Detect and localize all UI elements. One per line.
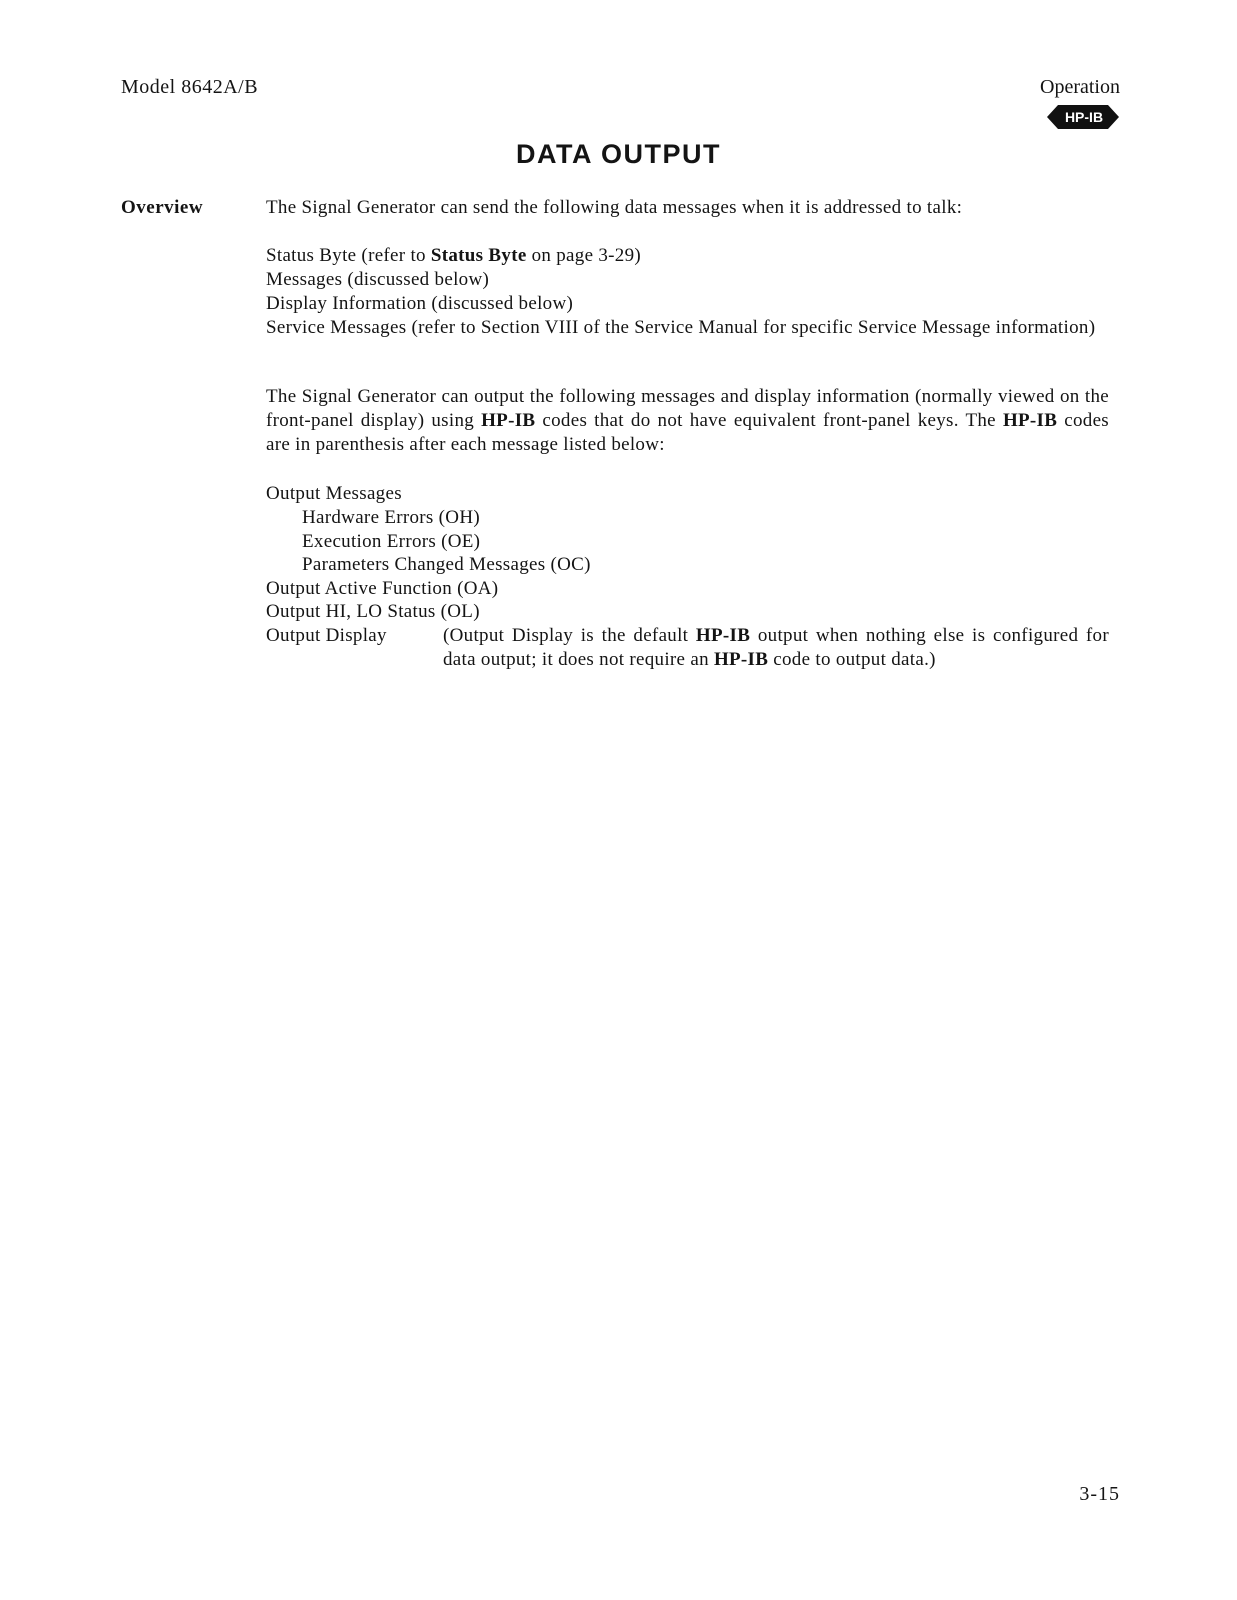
status-byte-post: on page 3-29): [526, 245, 642, 266]
list-item-output-messages: Output Messages: [266, 483, 402, 504]
hp-ib-badge-icon: [1047, 104, 1119, 130]
para2-bold-1: HP-IB: [481, 409, 536, 431]
section-name: Operation: [1040, 76, 1120, 98]
list-item-execution-errors: Execution Errors (OE): [302, 531, 481, 552]
output-display-note: [443, 624, 1109, 672]
od-bold-1: HP-IB: [695, 625, 751, 646]
list-item-hi-lo-status: Output HI, LO Status (OL): [266, 601, 480, 622]
od-bold-2: HP-IB: [713, 648, 769, 670]
para2-text-2: codes that do not have equivalent front-panel keys. The: [535, 409, 1003, 431]
intro-text: The Signal Generator can send the following data messages when it is addressed to talk:: [266, 197, 963, 218]
messages-item: Messages (discussed below): [266, 269, 490, 290]
model-number: Model 8642A/B: [121, 76, 259, 98]
overview-heading: Overview: [121, 197, 204, 218]
od-text-1: (Output Display is the default: [443, 625, 696, 646]
list-item-hardware-errors: Hardware Errors (OH): [302, 507, 480, 528]
page-title: DATA OUTPUT: [516, 139, 721, 169]
status-byte-item: [266, 244, 641, 268]
od-text-2: output when nothing else is configured for data output; it does not require an: [443, 625, 1109, 670]
list-item-parameters-changed: Parameters Changed Messages (OC): [302, 554, 591, 575]
list-item-active-function: Output Active Function (OA): [266, 578, 499, 599]
od-text-3: code to output data.): [768, 648, 936, 670]
para2-bold-2: HP-IB: [1002, 409, 1058, 431]
para2-text-3: codes are in parenthesis after each message listed below:: [266, 409, 1110, 455]
status-byte-pre: Status Byte (refer to: [266, 245, 431, 266]
para2-text-1: The Signal Generator can output the following messages and display information (normally viewed on the front-panel display) using: [266, 386, 1109, 431]
page-number: 3-15: [1079, 1483, 1120, 1505]
display-info-item: Display Information (discussed below): [266, 293, 574, 314]
status-byte-bold: Status Byte: [430, 245, 527, 266]
output-paragraph: [266, 385, 1109, 456]
list-item-output-display: Output Display: [266, 625, 387, 646]
badge-label: HP-IB: [1064, 109, 1104, 125]
service-messages-item: Service Messages (refer to Section VIII of the Service Manual for specific Service Message information): [266, 317, 1096, 338]
